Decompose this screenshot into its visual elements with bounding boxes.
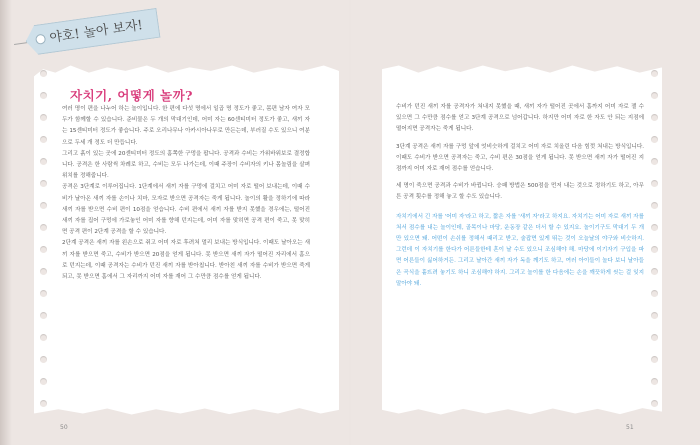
right-column-text bbox=[396, 102, 644, 296]
hole bbox=[40, 158, 47, 165]
hole bbox=[651, 202, 658, 209]
page-number-right: 51 bbox=[626, 424, 634, 431]
book-gutter bbox=[349, 0, 351, 445]
hole bbox=[651, 334, 658, 341]
hole bbox=[40, 70, 47, 77]
hole bbox=[651, 356, 658, 363]
perforation-holes-right bbox=[651, 70, 661, 410]
hole bbox=[40, 224, 47, 231]
hole bbox=[651, 378, 658, 385]
hole bbox=[40, 356, 47, 363]
hole bbox=[651, 92, 658, 99]
hole bbox=[40, 92, 47, 99]
hole bbox=[40, 334, 47, 341]
page-edge-shadow bbox=[0, 0, 12, 445]
paragraph: 그리고 흙이 있는 곳에 20센티미터 정도의 홈쪽한 구멍을 팝니다. 공격과 수비는 가위바위보로 결정합니다. 공격은 한 사람씩 차례로 하고, 수비는 모두 나가는데, 이때 주장이 수비자의 키나 몸놀림을 살펴 위치를 정해줍니다. bbox=[62, 150, 310, 180]
hole bbox=[651, 400, 658, 407]
paragraph: 여러 명이 편을 나누어 하는 놀이입니다. 한 편에 다섯 명에서 일곱 명 정도가 좋고, 몸편 남자 여자 모두가 함께할 수 있습니다. 준비물은 두 개의 막대기인데, 어미 자는 60센티미터 정도가 좋고, 새끼 자는 15센티미터 정도가 좋습니다. 주로 오리나무나 아카시아나무로 만든는데, 부러질 수도 있으니 여분으로 두세 개 정도 더 만듭니다. bbox=[62, 106, 310, 146]
paragraph: 2단계 공격은 새끼 자를 왼손으로 쥐고 어미 자로 후려쳐 멀리 보내는 방식입니다. 이때도 날아오는 새끼 자를 받으면 죽고, 수비가 받으면 20점을 얻게 됩니다. 못 받으면 새끼 자가 떨어진 자리에서 홈으로 던지는데, 이때 공격자는 수비가 던진 새끼 자를 받아칩니다. 받아친 새끼 자를 수비가 받으면 죽게 되고, 못 받으면 홈에서 그 자리까지 어미 자를 재어 그 수만큼 점수를 얻게 됩니다. bbox=[62, 240, 310, 281]
highlight-note: 자치기에서 긴 자를 '어미 자'라고 하고, 짧은 자를 '새끼 자'라고 하지요. 자치기는 어미 자로 새끼 자를 쳐서 점수를 내는 놀이인데, 골목이나 마당, 운동장 같은 더서 할 수 있지요. 놀이기구도 막대기 두 개만 있으면 돼. 어떤이 손쉬를 정해서 때리고 받고, 술잡면 있게 뛰는 것이 오늘날의 야구와 비슷하지. 그런데 이 자치기를 한다가 어른들한테 혼이 날 수도 있으니 조심해야 해. 마당에 이기자기 구입을 파면 어른들이 싫어하거든. 그리고 날아간 새끼 자가 독을 깨기도 하고, 여러 아이들이 놀다 보니 날아들은 곡식을 흩뜨려 놓기도 하니 조심해야 하지. 그리고 놀이를 한 다음에는 손을 깨끗하게 씻는 걸 잊지 말아야 돼. bbox=[396, 213, 644, 287]
hole bbox=[651, 246, 658, 253]
paragraph: 3단계 공격은 새끼 자를 구멍 앞에 엇비슷하게 걸치고 어미 자로 치올린 다음 힘껏 쳐내는 방식입니다. 이때도 수비가 받으면 공격자는 죽고, 수비 편은 30점을 얻게 됩니다. 못 받으면 새끼 자가 떨어진 지점까지 어미 자로 재어 점수를 얻습니다. bbox=[396, 143, 644, 173]
paragraph: 공격은 3단계로 이루어집니다. 1단계에서 새끼 자를 구멍에 걸치고 어미 자로 떨어 보내는데, 이때 수비가 날아온 새끼 자를 손이나 치마, 모자로 받으면 공격자는 죽게 됩니다. 놀이의 활을 정하기에 따라 새끼 자를 받으면 수비 편이 10점을 얻습니다. 수비 편에서 새끼 자를 받지 못했을 경우에는, 떨어진 새끼 자를 집어 구멍에 가로놓인 어미 자를 향해 던지는데, 어미 자를 맞히면 공격 편이 죽고, 못 맞히면 공격 편이 2단계 공격을 할 수 있습니다. bbox=[62, 184, 310, 236]
chapter-tag-label: 야호! 놀아 보자! bbox=[48, 17, 144, 46]
hole bbox=[651, 70, 658, 77]
hole bbox=[651, 136, 658, 143]
hole bbox=[40, 400, 47, 407]
hole bbox=[651, 290, 658, 297]
paragraph: 수비가 던진 새끼 자를 공격자가 쳐내지 못했을 때, 새끼 자가 떨어진 곳에서 홈까지 어미 자로 잴 수 있으면 그 수만큼 점수를 얻고 3단계 공격으로 넘어갑니다. 하지만 어미 자로 한 자도 안 되는 지점에 떨어지면 공격자는 죽게 됩니다. bbox=[396, 104, 644, 133]
perforation-holes-left bbox=[40, 70, 50, 410]
left-column-text bbox=[62, 104, 310, 283]
paragraph: 세 명이 죽으면 공격과 수비가 바뀝니다. 승패 방법은 500점을 먼저 내는 것으로 정하기도 하고, 아무튼 공격 횟수를 정해 놓고 할 수도 있습니다. bbox=[396, 183, 644, 201]
hole bbox=[40, 268, 47, 275]
page-number-left: 50 bbox=[60, 424, 68, 431]
hole bbox=[651, 312, 658, 319]
hole bbox=[40, 378, 47, 385]
hole bbox=[40, 136, 47, 143]
hole bbox=[40, 114, 47, 121]
hole bbox=[651, 114, 658, 121]
hole bbox=[651, 224, 658, 231]
hole bbox=[651, 268, 658, 275]
hole bbox=[40, 180, 47, 187]
hole bbox=[651, 158, 658, 165]
hole bbox=[40, 290, 47, 297]
hole bbox=[40, 312, 47, 319]
section-title: 자치기, 어떻게 놀까? bbox=[70, 88, 193, 103]
hole bbox=[40, 202, 47, 209]
hole bbox=[651, 180, 658, 187]
hole bbox=[40, 246, 47, 253]
chapter-tag bbox=[11, 2, 164, 66]
